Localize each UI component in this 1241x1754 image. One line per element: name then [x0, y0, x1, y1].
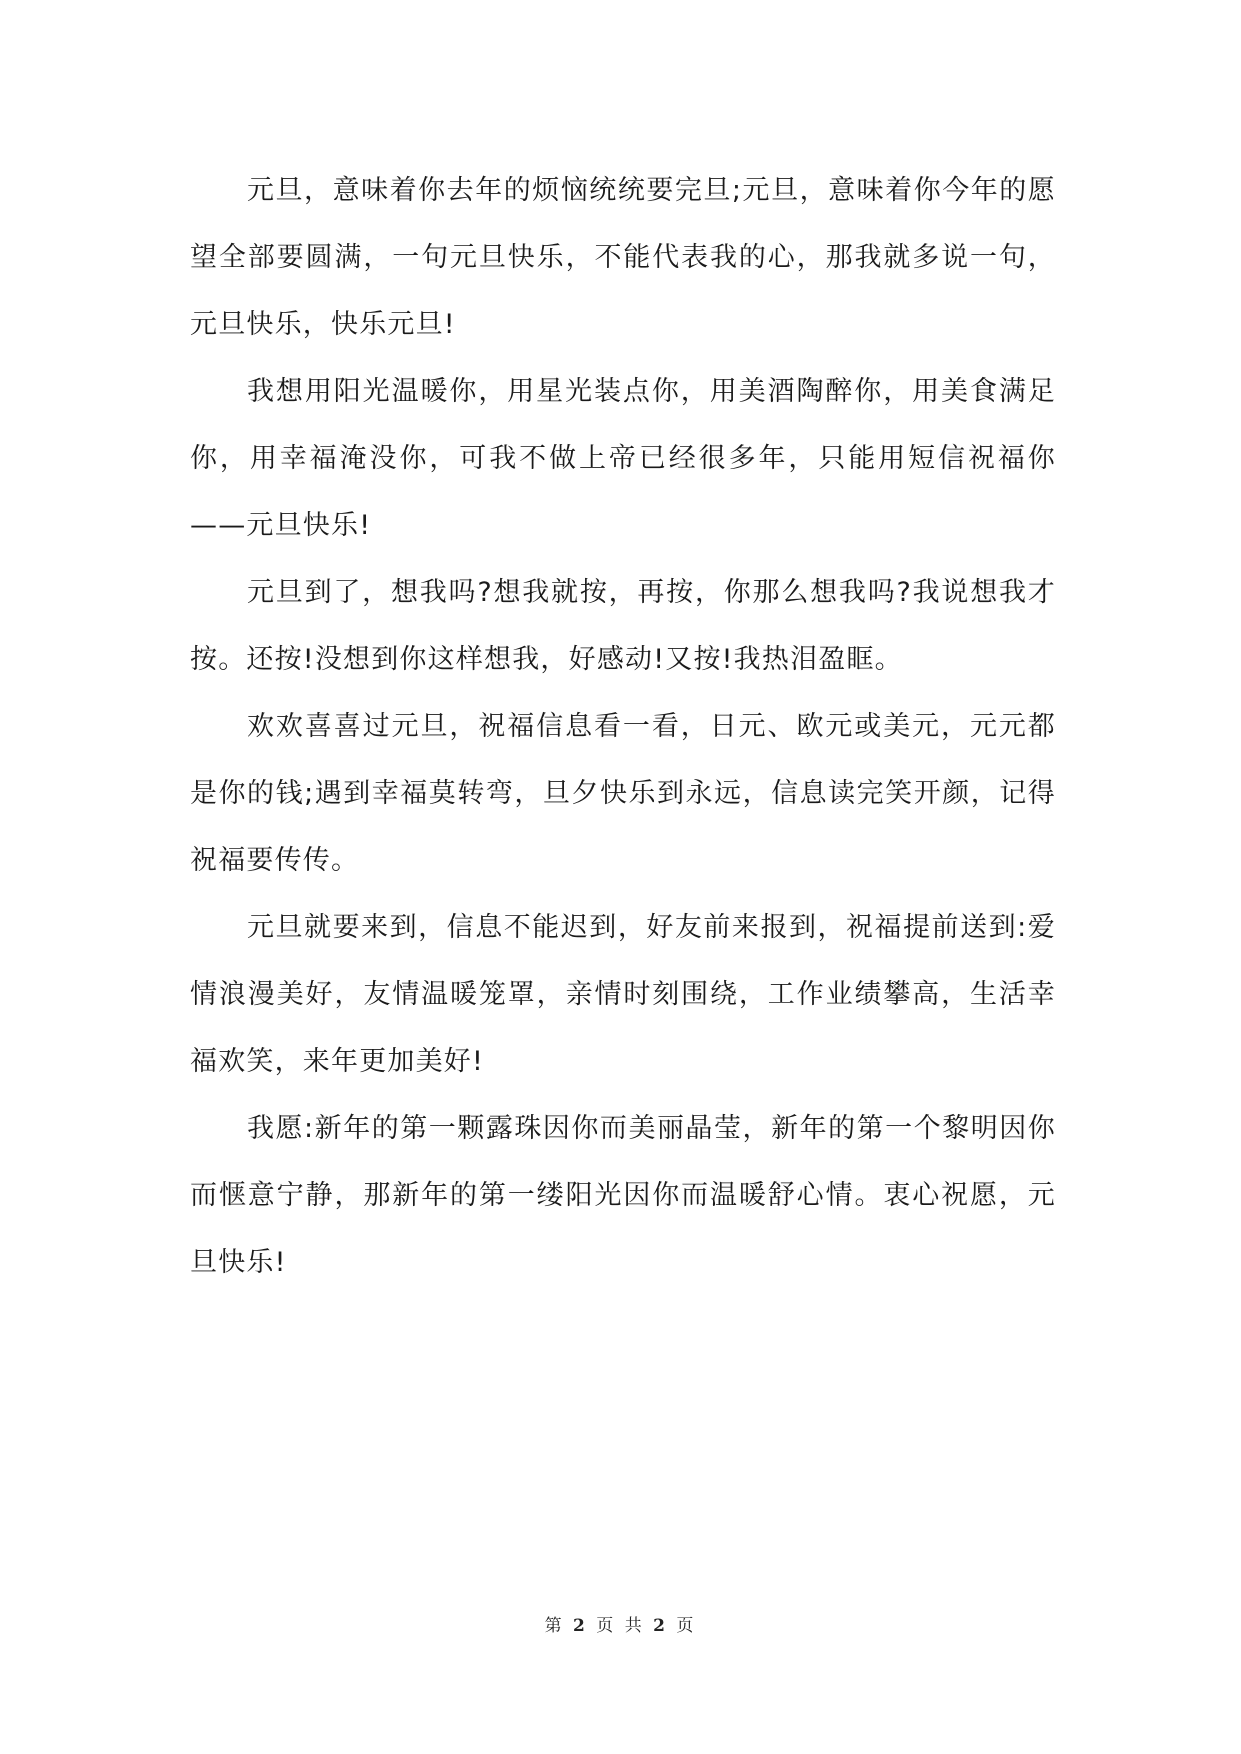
paragraph: 元旦，意味着你去年的烦恼统统要完旦;元旦，意味着你今年的愿望全部要圆满，一句元旦快乐，不能代表我的心，那我就多说一句，元旦快乐，快乐元旦! [190, 175, 1056, 340]
paragraph: 元旦就要来到，信息不能迟到，好友前来报到，祝福提前送到:爱情浪漫美好，友情温暖笼罩，亲情时刻围绕，工作业绩攀高，生活幸福欢笑，来年更加美好! [190, 912, 1056, 1077]
paragraph: 欢欢喜喜过元旦，祝福信息看一看，日元、欧元或美元，元元都是你的钱;遇到幸福莫转弯，旦夕快乐到永远，信息读完笑开颜，记得祝福要传传。 [190, 711, 1056, 876]
paragraph: 我愿:新年的第一颗露珠因你而美丽晶莹，新年的第一个黎明因你而惬意宁静，那新年的第一缕阳光因你而温暖舒心情。衷心祝愿，元旦快乐! [190, 1113, 1056, 1278]
page-footer [0, 1611, 1241, 1636]
total-pages-number: 2 [653, 1616, 668, 1636]
paragraph: 元旦到了，想我吗?想我就按，再按，你那么想我吗?我说想我才按。还按!没想到你这样想我，好感动!又按!我热泪盈眶。 [190, 577, 1056, 675]
paragraph: 我想用阳光温暖你，用星光装点你，用美酒陶醉你，用美食满足你，用幸福淹没你，可我不做上帝已经很多年，只能用短信祝福你——元旦快乐! [190, 376, 1056, 541]
footer-prefix: 第 [544, 1616, 565, 1636]
current-page-number: 2 [573, 1616, 588, 1636]
document-body [190, 157, 1056, 1296]
footer-suffix: 页 [676, 1616, 697, 1636]
footer-middle: 页 共 [596, 1616, 645, 1636]
